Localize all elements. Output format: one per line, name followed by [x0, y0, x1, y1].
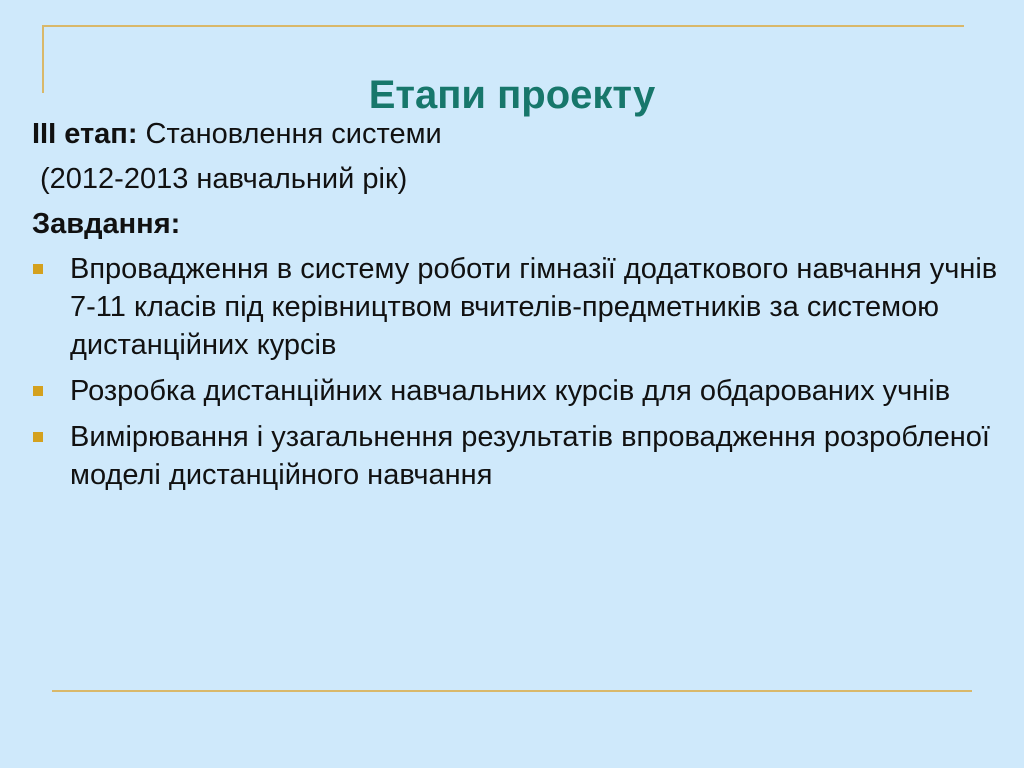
task-text: Вимірювання і узагальнення результатів впровадження розробленої моделі дистанційного навчання [70, 421, 990, 491]
task-text: Розробка дистанційних навчальних курсів для обдарованих учнів [70, 375, 951, 407]
stage-line [32, 115, 1007, 153]
list-item [32, 250, 1007, 364]
tasks-heading: Завдання: [32, 208, 181, 240]
list-item [32, 372, 1007, 410]
square-bullet-icon [33, 386, 43, 396]
decorative-bottom-line [52, 690, 972, 692]
tasks-list [32, 250, 1007, 494]
square-bullet-icon [33, 432, 43, 442]
stage-label: ІІІ етап: [32, 118, 138, 150]
slide-title: Етапи проекту [368, 72, 656, 117]
list-item [32, 418, 1007, 494]
task-text: Впровадження в систему роботи гімназії додаткового навчання учнів 7-11 класів під керівництвом вчителів-предметників за системою дистанційних курсів [70, 253, 998, 361]
stage-period: (2012-2013 навчальний рік) [40, 163, 408, 195]
decorative-top-line [42, 25, 964, 27]
square-bullet-icon [33, 264, 43, 274]
slide-content [32, 115, 1007, 502]
stage-name: Становлення системи [145, 118, 442, 150]
